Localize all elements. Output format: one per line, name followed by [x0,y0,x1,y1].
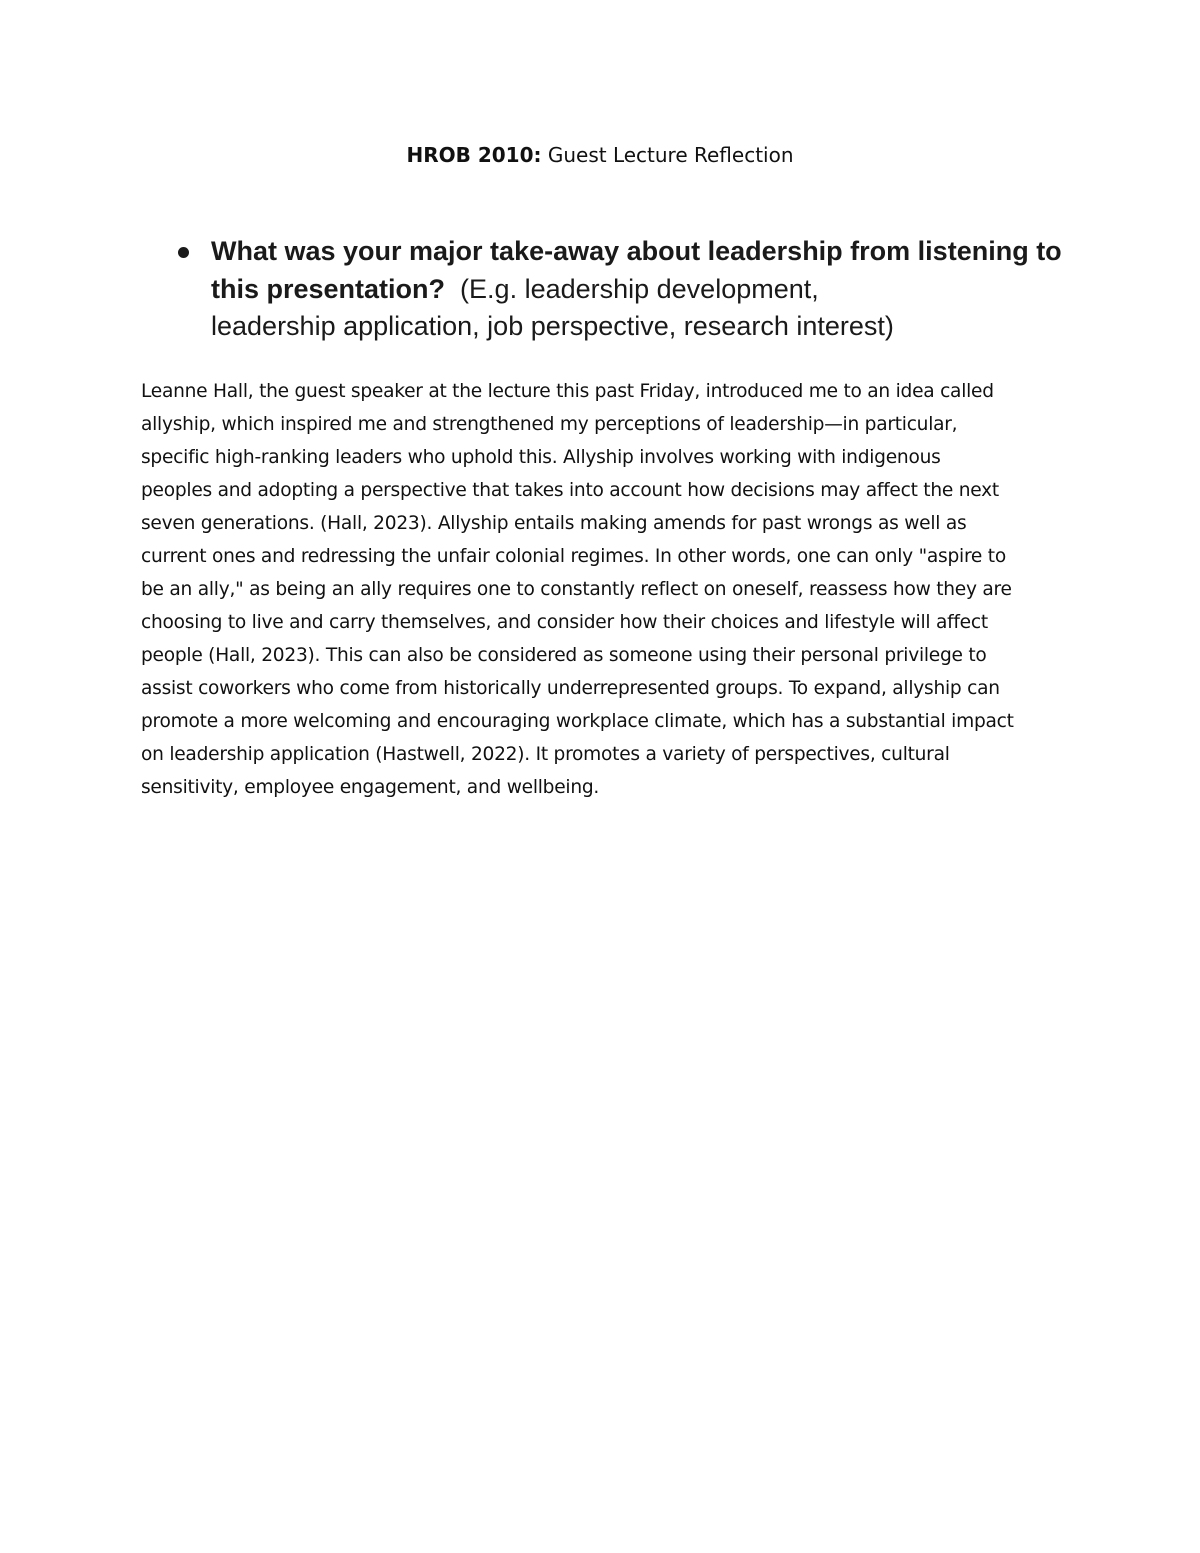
paragraph-line: people (Hall, 2023). This can also be considered as someone using their personal privilege to [141,645,987,666]
paragraph-line: peoples and adopting a perspective that takes into account how decisions may affect the next [141,480,999,501]
question-examples-line1: (E.g. leadership development, [460,273,819,304]
paragraph-line: assist coworkers who come from historically underrepresented groups. To expand, allyship can [141,678,1000,699]
document-title [0,140,1200,170]
paragraph-line: on leadership application (Hastwell, 2022). It promotes a variety of perspectives, cultural [141,744,950,765]
question-item [178,233,1078,346]
paragraph-line: promote a more welcoming and encouraging workplace climate, which has a substantial impact [141,711,1014,732]
bullet-icon [178,247,189,258]
course-code: HROB 2010: [406,143,542,167]
paragraph-line: sensitivity, employee engagement, and wellbeing. [141,777,600,798]
paragraph-line: seven generations. (Hall, 2023). Allyship entails making amends for past wrongs as well as [141,513,967,534]
paragraph-line: be an ally," as being an ally requires one to constantly reflect on oneself, reassess how they are [141,579,1012,600]
paragraph-line: allyship, which inspired me and strengthened my perceptions of leadership—in particular, [141,414,958,435]
question-examples-line2: leadership application, job perspective, research interest) [211,311,894,341]
question-prompt: What was your major take-away about leadership from listening to this presentation? [211,236,1062,304]
question-text [211,233,1071,346]
paragraph-line: Leanne Hall, the guest speaker at the lecture this past Friday, introduced me to an idea called [141,381,994,402]
title-text: Guest Lecture Reflection [541,143,794,167]
paragraph-line: choosing to live and carry themselves, and consider how their choices and lifestyle will affect [141,612,988,633]
reflection-paragraph [141,375,1066,804]
paragraph-line: specific high-ranking leaders who uphold this. Allyship involves working with indigenous [141,447,941,468]
paragraph-line: current ones and redressing the unfair colonial regimes. In other words, one can only "aspire to [141,546,1006,567]
